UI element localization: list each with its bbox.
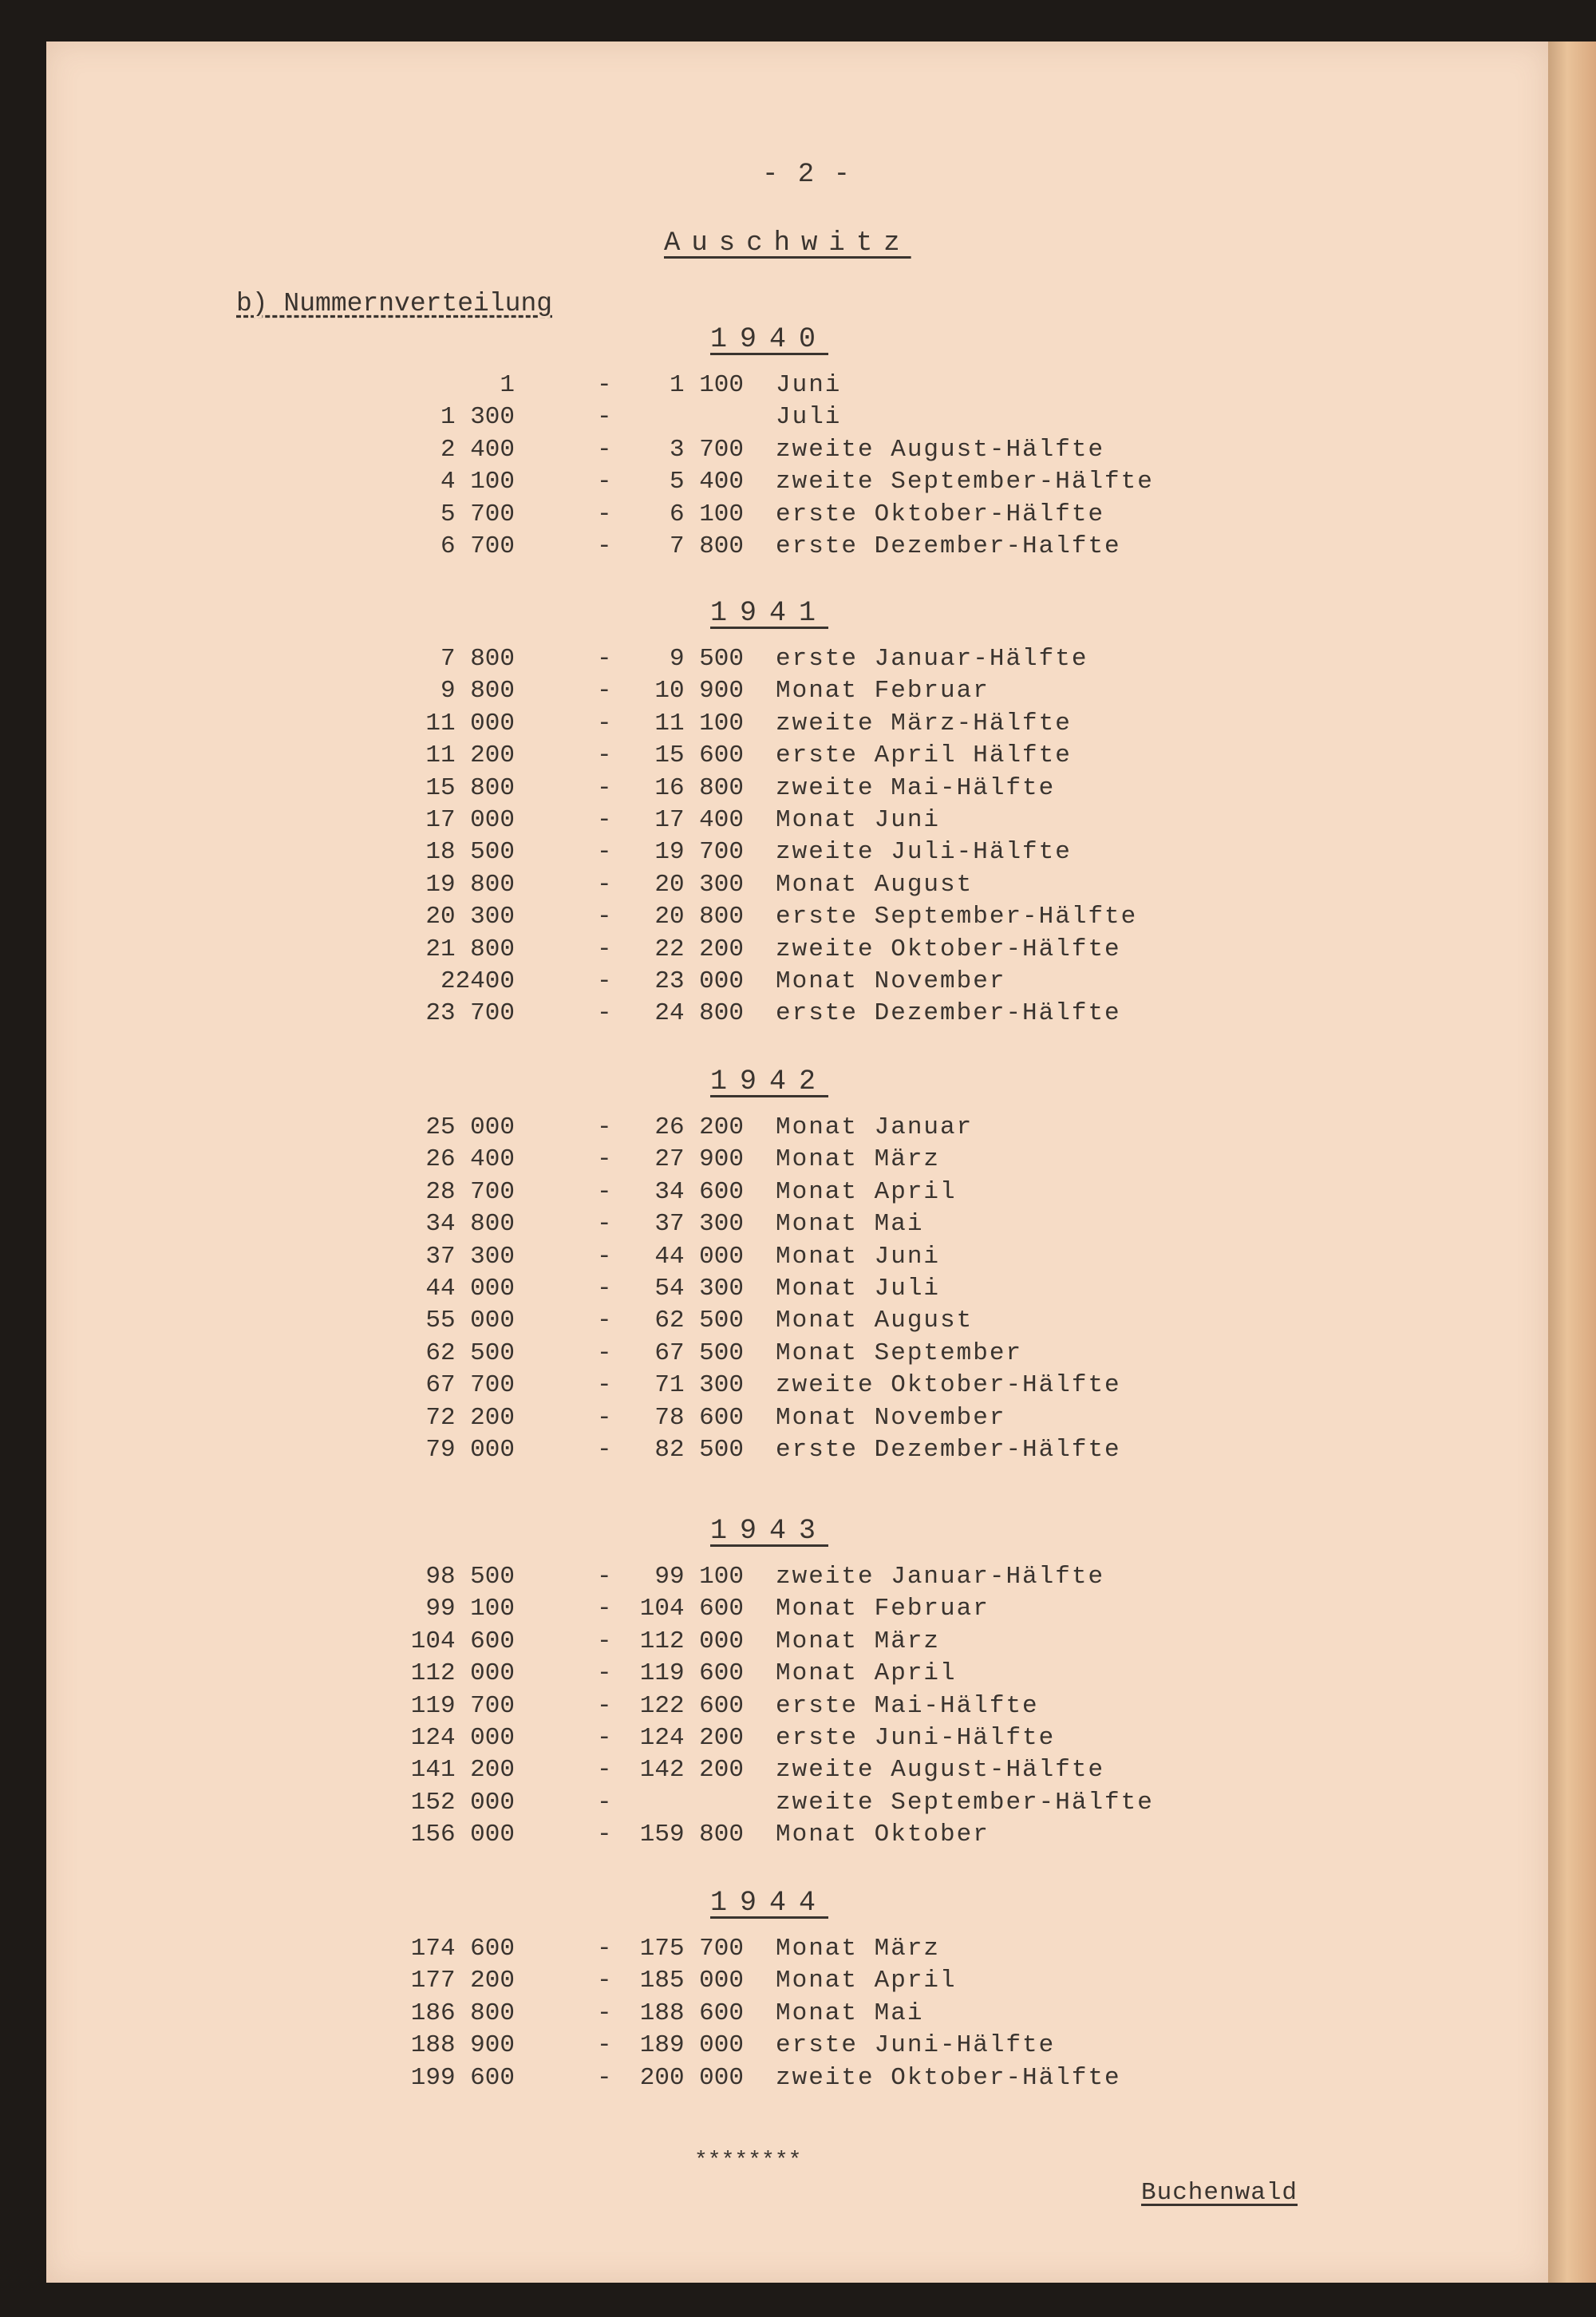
number-to: 15 600	[654, 741, 744, 770]
period-label: Monat August	[776, 1307, 974, 1335]
number-to: 189 000	[639, 2031, 744, 2060]
period-label: erste April Hälfte	[776, 741, 1072, 770]
number-to: 82 500	[654, 1436, 744, 1464]
range-dash: -	[597, 1177, 612, 1206]
range-dash: -	[597, 870, 612, 899]
table-row	[0, 741, 1357, 773]
period-label: erste Juni-Hälfte	[776, 1724, 1056, 1752]
period-label: zweite Oktober-Hälfte	[776, 1371, 1121, 1400]
range-dash: -	[597, 1999, 612, 2027]
number-from: 174 600	[410, 1935, 515, 1963]
table-row	[0, 871, 1357, 903]
table-row	[0, 838, 1357, 870]
table-row	[0, 903, 1357, 935]
document-title: Auschwitz	[664, 228, 911, 259]
period-label: zweite Mai-Hälfte	[776, 773, 1056, 802]
number-from: 67 700	[425, 1371, 515, 1400]
period-label: Monat Februar	[776, 677, 990, 706]
table-row	[0, 1821, 1357, 1852]
table-row	[0, 500, 1357, 532]
range-dash: -	[597, 500, 612, 528]
number-from: 141 200	[410, 1756, 515, 1785]
table-row	[0, 710, 1357, 741]
number-to: 10 900	[654, 677, 744, 706]
range-dash: -	[597, 1659, 612, 1688]
period-label: erste Dezember-Hälfte	[776, 1436, 1121, 1464]
number-to: 44 000	[654, 1242, 744, 1271]
number-from: 177 200	[410, 1967, 515, 1995]
number-to: 67 500	[654, 1338, 744, 1367]
number-to: 200 000	[639, 2063, 744, 2092]
range-dash: -	[597, 838, 612, 867]
period-label: zweite Oktober-Hälfte	[776, 935, 1121, 963]
range-dash: -	[597, 935, 612, 963]
number-from: 28 700	[425, 1177, 515, 1206]
period-label: Monat Februar	[776, 1595, 990, 1623]
number-from: 44 000	[425, 1275, 515, 1303]
period-label: Monat Mai	[776, 1210, 924, 1239]
number-from: 199 600	[410, 2063, 515, 2092]
number-to: 9 500	[669, 645, 744, 673]
range-dash: -	[597, 403, 612, 432]
range-dash: -	[597, 773, 612, 802]
range-dash: -	[597, 1371, 612, 1400]
period-label: zweite September-Hälfte	[776, 468, 1154, 496]
number-from: 5 700	[440, 500, 515, 528]
period-label: Monat März	[776, 1145, 941, 1174]
table-row	[0, 999, 1357, 1031]
year-heading: 1941	[710, 597, 829, 629]
number-to: 17 400	[654, 806, 744, 834]
period-label: Monat April	[776, 1967, 957, 1995]
number-from: 1	[500, 371, 515, 399]
number-from: 11 200	[425, 741, 515, 770]
table-row	[0, 2031, 1357, 2063]
table-row	[0, 645, 1357, 677]
year-heading: 1942	[710, 1066, 829, 1097]
number-to: 3 700	[669, 435, 744, 464]
number-from: 11 000	[425, 709, 515, 737]
period-label: erste Dezember-Hälfte	[776, 999, 1121, 1028]
range-dash: -	[597, 1338, 612, 1367]
next-page-catchword: Buchenwald	[1141, 2179, 1298, 2207]
range-dash: -	[597, 371, 612, 399]
range-dash: -	[597, 468, 612, 496]
number-from: 25 000	[425, 1113, 515, 1141]
table-row	[0, 1789, 1357, 1821]
number-to: 22 200	[654, 935, 744, 963]
table-row	[0, 371, 1357, 403]
period-label: erste September-Hälfte	[776, 903, 1138, 931]
table-row	[0, 1999, 1357, 2031]
period-label: erste Dezember-Halfte	[776, 532, 1121, 560]
table-row	[0, 1178, 1357, 1210]
range-dash: -	[597, 1821, 612, 1849]
number-to: 54 300	[654, 1275, 744, 1303]
period-label: erste Oktober-Hälfte	[776, 500, 1105, 528]
period-label: Monat März	[776, 1627, 941, 1655]
number-to: 159 800	[639, 1821, 744, 1849]
table-row	[0, 774, 1357, 806]
period-label: Monat September	[776, 1338, 1023, 1367]
number-to: 27 900	[654, 1145, 744, 1174]
table-row	[0, 1756, 1357, 1788]
period-label: zweite Januar-Hälfte	[776, 1563, 1105, 1591]
range-dash: -	[597, 1307, 612, 1335]
number-to: 104 600	[639, 1595, 744, 1623]
period-label: Monat Juni	[776, 1242, 941, 1271]
number-to: 188 600	[639, 1999, 744, 2027]
table-row	[0, 1436, 1357, 1468]
period-label: zweite Juli-Hälfte	[776, 838, 1072, 867]
number-to: 16 800	[654, 773, 744, 802]
period-label: Monat November	[776, 967, 1006, 995]
number-to: 37 300	[654, 1210, 744, 1239]
period-label: Juni	[776, 371, 842, 399]
number-from: 119 700	[410, 1691, 515, 1720]
range-dash: -	[597, 532, 612, 560]
table-row	[0, 1563, 1357, 1595]
number-from: 98 500	[425, 1563, 515, 1591]
table-row	[0, 1145, 1357, 1177]
range-dash: -	[597, 1275, 612, 1303]
period-label: zweite Oktober-Hälfte	[776, 2063, 1121, 2092]
table-row	[0, 2064, 1357, 2096]
number-to: 124 200	[639, 1724, 744, 1752]
number-to: 6 100	[669, 500, 744, 528]
table-row	[0, 1307, 1357, 1338]
range-dash: -	[597, 1595, 612, 1623]
table-row	[0, 1659, 1357, 1691]
number-to: 26 200	[654, 1113, 744, 1141]
table-row	[0, 1627, 1357, 1659]
range-dash: -	[597, 1756, 612, 1785]
number-to: 185 000	[639, 1967, 744, 1995]
number-from: 55 000	[425, 1307, 515, 1335]
table-row	[0, 1339, 1357, 1371]
period-label: Monat Juli	[776, 1275, 941, 1303]
range-dash: -	[597, 1935, 612, 1963]
number-from: 152 000	[410, 1788, 515, 1817]
period-label: Juli	[776, 403, 842, 432]
number-from: 124 000	[410, 1724, 515, 1752]
number-from: 186 800	[410, 1999, 515, 2027]
table-row	[0, 1692, 1357, 1724]
period-label: zweite August-Hälfte	[776, 1756, 1105, 1785]
table-row	[0, 1210, 1357, 1242]
period-label: Monat Oktober	[776, 1821, 990, 1849]
range-dash: -	[597, 645, 612, 673]
table-row	[0, 1595, 1357, 1627]
range-dash: -	[597, 967, 612, 995]
table-row	[0, 1243, 1357, 1275]
number-to: 7 800	[669, 532, 744, 560]
year-heading: 1944	[710, 1887, 829, 1919]
number-from: 19 800	[425, 870, 515, 899]
table-row	[0, 468, 1357, 500]
number-from: 21 800	[425, 935, 515, 963]
number-from: 1 300	[440, 403, 515, 432]
period-label: Monat April	[776, 1659, 957, 1688]
section-heading: b) Nummernverteilung	[236, 289, 553, 318]
number-from: 9 800	[440, 677, 515, 706]
number-from: 23 700	[425, 999, 515, 1028]
range-dash: -	[597, 1724, 612, 1752]
number-to: 1 100	[669, 371, 744, 399]
table-row	[0, 1275, 1357, 1307]
range-dash: -	[597, 806, 612, 834]
table-row	[0, 806, 1357, 838]
range-dash: -	[597, 1627, 612, 1655]
number-from: 6 700	[440, 532, 515, 560]
table-row	[0, 1724, 1357, 1756]
period-label: Monat November	[776, 1403, 1006, 1432]
year-heading: 1940	[710, 323, 829, 355]
range-dash: -	[597, 1145, 612, 1174]
table-row	[0, 677, 1357, 709]
range-dash: -	[597, 709, 612, 737]
number-to: 19 700	[654, 838, 744, 867]
table-row	[0, 967, 1357, 999]
book-spine	[1548, 42, 1596, 2283]
range-dash: -	[597, 741, 612, 770]
number-to: 62 500	[654, 1307, 744, 1335]
number-to: 20 300	[654, 870, 744, 899]
number-from: 2 400	[440, 435, 515, 464]
range-dash: -	[597, 1403, 612, 1432]
table-row	[0, 1113, 1357, 1145]
number-to: 122 600	[639, 1691, 744, 1720]
number-from: 188 900	[410, 2031, 515, 2060]
number-from: 104 600	[410, 1627, 515, 1655]
period-label: erste Januar-Hälfte	[776, 645, 1088, 673]
period-label: Monat Januar	[776, 1113, 974, 1141]
number-from: 15 800	[425, 773, 515, 802]
table-row	[0, 1967, 1357, 1999]
range-dash: -	[597, 1967, 612, 1995]
table-row	[0, 1371, 1357, 1403]
year-heading: 1943	[710, 1515, 829, 1547]
number-to: 119 600	[639, 1659, 744, 1688]
number-from: 34 800	[425, 1210, 515, 1239]
range-dash: -	[597, 435, 612, 464]
page-number: - 2 -	[762, 160, 852, 190]
table-row	[0, 1935, 1357, 1967]
table-row	[0, 403, 1357, 435]
period-label: Monat April	[776, 1177, 957, 1206]
number-from: 72 200	[425, 1403, 515, 1432]
number-from: 62 500	[425, 1338, 515, 1367]
number-to: 175 700	[639, 1935, 744, 1963]
number-from: 20 300	[425, 903, 515, 931]
range-dash: -	[597, 2063, 612, 2092]
table-row	[0, 436, 1357, 468]
period-label: zweite August-Hälfte	[776, 435, 1105, 464]
range-dash: -	[597, 1563, 612, 1591]
number-to: 24 800	[654, 999, 744, 1028]
number-from: 18 500	[425, 838, 515, 867]
number-from: 156 000	[410, 1821, 515, 1849]
number-from: 26 400	[425, 1145, 515, 1174]
number-to: 5 400	[669, 468, 744, 496]
number-to: 23 000	[654, 967, 744, 995]
period-label: Monat März	[776, 1935, 941, 1963]
number-from: 99 100	[425, 1595, 515, 1623]
number-from: 79 000	[425, 1436, 515, 1464]
range-dash: -	[597, 2031, 612, 2060]
table-row	[0, 1404, 1357, 1436]
table-row	[0, 935, 1357, 967]
range-dash: -	[597, 999, 612, 1028]
range-dash: -	[597, 1788, 612, 1817]
number-from: 17 000	[425, 806, 515, 834]
range-dash: -	[597, 903, 612, 931]
number-to: 71 300	[654, 1371, 744, 1400]
period-label: Monat Mai	[776, 1999, 924, 2027]
range-dash: -	[597, 677, 612, 706]
range-dash: -	[597, 1436, 612, 1464]
period-label: erste Mai-Hälfte	[776, 1691, 1039, 1720]
number-from: 4 100	[440, 468, 515, 496]
number-to: 11 100	[654, 709, 744, 737]
number-to: 99 100	[654, 1563, 744, 1591]
period-label: Monat Juni	[776, 806, 941, 834]
period-label: Monat August	[776, 870, 974, 899]
period-label: erste Juni-Hälfte	[776, 2031, 1056, 2060]
number-to: 78 600	[654, 1403, 744, 1432]
period-label: zweite September-Hälfte	[776, 1788, 1154, 1817]
number-to: 20 800	[654, 903, 744, 931]
range-dash: -	[597, 1242, 612, 1271]
period-label: zweite März-Hälfte	[776, 709, 1072, 737]
number-from: 7 800	[440, 645, 515, 673]
number-from: 112 000	[410, 1659, 515, 1688]
range-dash: -	[597, 1113, 612, 1141]
range-dash: -	[597, 1210, 612, 1239]
number-from: 22400	[440, 967, 515, 995]
range-dash: -	[597, 1691, 612, 1720]
number-to: 142 200	[639, 1756, 744, 1785]
number-to: 112 000	[639, 1627, 744, 1655]
number-from: 37 300	[425, 1242, 515, 1271]
table-row	[0, 532, 1357, 564]
number-to: 34 600	[654, 1177, 744, 1206]
separator-stars: ********	[694, 2149, 802, 2173]
